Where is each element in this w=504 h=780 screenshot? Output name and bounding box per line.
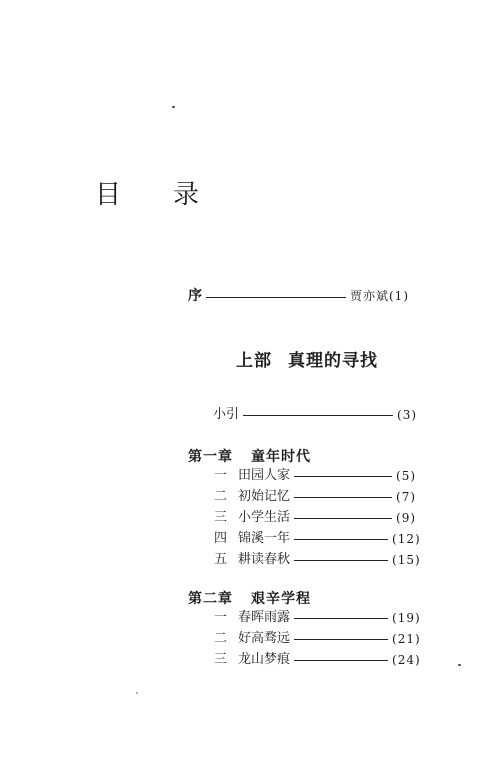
section-page: (19) <box>392 610 421 625</box>
section-title: 龙山梦痕 <box>238 652 291 667</box>
leader-line <box>294 560 388 561</box>
section-title: 小学生活 <box>238 510 291 525</box>
section-title: 好高骛远 <box>238 631 291 646</box>
part-label: 上部 <box>236 351 272 371</box>
section-page: (7) <box>396 489 417 504</box>
chapter-name: 艰辛学程 <box>251 591 311 607</box>
section-number: 二 <box>214 631 228 646</box>
section-title: 耕读春秋 <box>238 552 291 567</box>
toc-section <box>214 469 416 482</box>
chapter-label: 第二章 <box>188 591 233 607</box>
section-page: (21) <box>392 631 421 646</box>
section-number: 一 <box>214 610 228 625</box>
section-number: 五 <box>214 552 228 567</box>
toc-section <box>214 653 421 666</box>
section-page: (5) <box>396 468 417 483</box>
section-page: (15) <box>392 552 421 567</box>
toc-section <box>214 553 421 566</box>
section-title: 春晖雨露 <box>238 610 291 625</box>
preface-author-page: 贾亦斌(1) <box>350 289 409 303</box>
section-page: (12) <box>392 531 421 546</box>
leader-line <box>243 415 393 416</box>
leader-line <box>294 518 392 519</box>
leader-line <box>294 539 388 540</box>
section-number: 一 <box>214 468 228 483</box>
intro-label: 小引 <box>213 407 240 422</box>
toc-intro <box>213 408 417 421</box>
chapter-heading <box>188 588 311 608</box>
chapter-name: 童年时代 <box>251 449 311 465</box>
toc-section <box>214 611 421 624</box>
section-title: 锦溪一年 <box>238 531 291 546</box>
leader-line <box>294 639 388 640</box>
section-number: 四 <box>214 531 228 546</box>
leader-line <box>294 497 392 498</box>
toc-section <box>214 490 416 503</box>
section-number: 二 <box>214 489 228 504</box>
leader-line <box>206 297 346 298</box>
page-title-char-2: 录 <box>173 180 200 210</box>
toc-section <box>214 511 416 524</box>
preface-label: 序 <box>188 288 202 304</box>
leader-line <box>294 618 388 619</box>
section-page: (24) <box>392 652 421 667</box>
intro-page: (3) <box>397 407 418 422</box>
part-name: 真理的寻找 <box>288 351 378 371</box>
section-number: 三 <box>214 652 228 667</box>
scan-speck <box>458 664 461 666</box>
leader-line <box>294 476 392 477</box>
scan-speck <box>136 692 138 694</box>
part-heading <box>236 346 378 371</box>
scan-speck <box>172 106 175 108</box>
chapter-label: 第一章 <box>188 449 233 465</box>
leader-line <box>294 660 388 661</box>
toc-section <box>214 632 421 645</box>
chapter-heading <box>188 446 311 466</box>
toc-preface <box>188 289 409 303</box>
section-page: (9) <box>396 510 417 525</box>
toc-section <box>214 532 421 545</box>
section-title: 初始记忆 <box>238 489 291 504</box>
section-number: 三 <box>214 510 228 525</box>
page-title-char-1: 目 <box>95 180 122 210</box>
section-title: 田园人家 <box>238 468 291 483</box>
